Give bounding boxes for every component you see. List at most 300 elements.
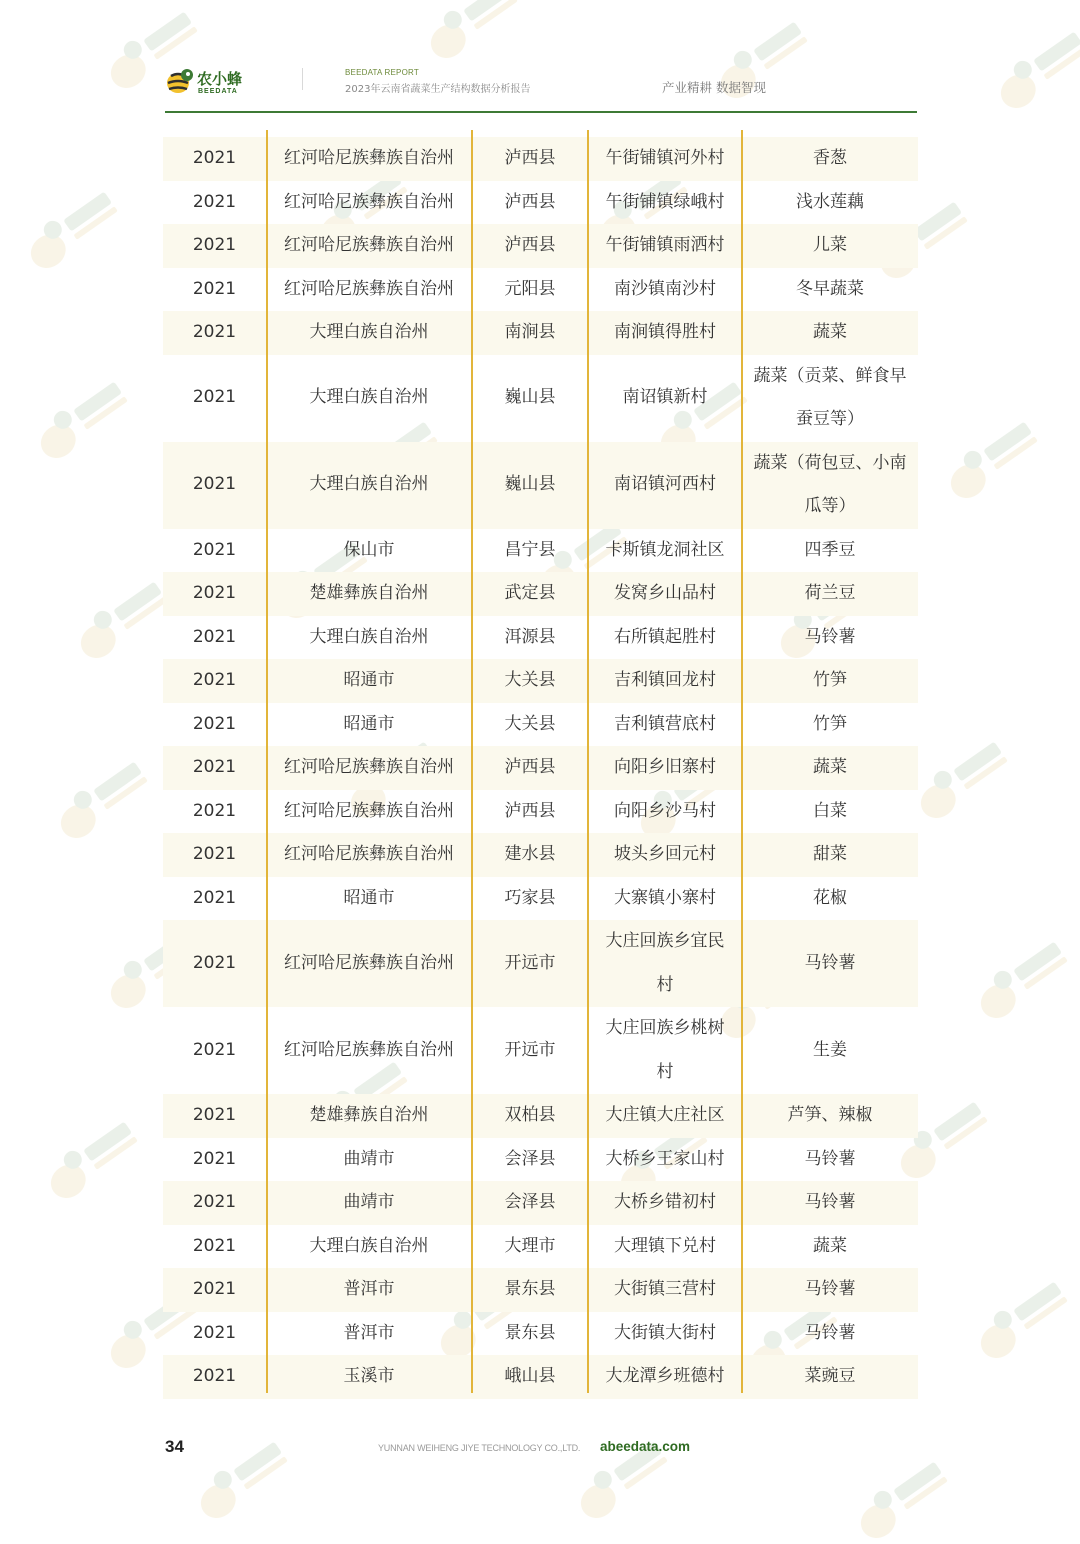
bee-watermark-icon	[30, 1120, 150, 1204]
village-cell	[588, 355, 742, 442]
table-row	[163, 224, 918, 268]
prefecture-cell	[266, 442, 472, 529]
county-cell	[472, 1268, 588, 1312]
product-cell-text: 马铃薯	[804, 952, 856, 973]
footer-url[interactable]: abeedata.com	[600, 1439, 691, 1454]
product-cell	[742, 137, 918, 181]
county-cell	[472, 1094, 588, 1138]
product-cell-text: 菜豌豆	[804, 1366, 856, 1386]
county-cell	[472, 1007, 588, 1094]
county-cell-text: 大理市	[504, 1235, 556, 1256]
product-cell-text: 芦笋、辣椒	[787, 1105, 873, 1125]
year-cell-text: 2021	[192, 1235, 237, 1256]
county-cell-text: 双柏县	[504, 1105, 556, 1125]
village-cell	[588, 137, 742, 181]
table-row	[163, 1268, 918, 1312]
product-cell-text: 马铃薯	[804, 1279, 856, 1299]
bee-watermark-icon	[180, 1440, 300, 1524]
village-cell	[588, 1312, 742, 1356]
county-cell	[472, 268, 588, 312]
village-cell-text: 南涧镇得胜村	[614, 322, 716, 342]
product-cell-text: 蔬菜	[813, 757, 847, 777]
year-cell	[163, 1355, 266, 1399]
product-cell	[742, 920, 918, 1007]
county-cell-text: 巍山县	[504, 387, 556, 408]
table-row	[163, 442, 918, 529]
county-cell	[472, 1355, 588, 1399]
product-cell	[742, 1268, 918, 1312]
county-cell-text: 武定县	[504, 583, 556, 603]
year-cell-text: 2021	[192, 1148, 237, 1169]
table-row	[163, 920, 918, 1007]
year-cell-text: 2021	[192, 1192, 237, 1212]
prefecture-cell-text: 红河哈尼族彝族自治州	[284, 148, 454, 168]
header-slogan: 产业精耕 数据智现	[662, 80, 766, 95]
table-row	[163, 616, 918, 660]
county-cell	[472, 224, 588, 268]
product-cell-text: 竹笋	[813, 670, 847, 690]
bee-watermark-icon	[980, 30, 1080, 114]
county-cell-text: 洱源县	[504, 626, 556, 647]
village-cell	[588, 1181, 742, 1225]
table-row	[163, 181, 918, 225]
prefecture-cell-text: 楚雄彝族自治州	[309, 583, 429, 603]
county-cell-text: 巧家县	[504, 887, 556, 908]
village-cell	[588, 1355, 742, 1399]
village-cell	[588, 181, 742, 225]
prefecture-cell-text: 普洱市	[343, 1322, 395, 1343]
table-row	[163, 833, 918, 877]
year-cell	[163, 311, 266, 355]
product-cell	[742, 268, 918, 312]
product-cell-text: 马铃薯	[804, 1322, 856, 1343]
year-cell-text: 2021	[192, 148, 237, 168]
product-cell	[742, 746, 918, 790]
bee-watermark-icon	[60, 580, 180, 664]
year-cell-text: 2021	[192, 1366, 237, 1386]
county-cell	[472, 181, 588, 225]
product-cell-text: 香葱	[813, 148, 847, 168]
village-cell-text: 大庄回族乡宜民村	[605, 931, 725, 995]
prefecture-cell	[266, 181, 472, 225]
village-cell-text: 南沙镇南沙村	[614, 278, 716, 299]
table-row	[163, 355, 918, 442]
column-divider	[471, 130, 473, 1393]
year-cell-text: 2021	[192, 539, 237, 560]
county-cell	[472, 1225, 588, 1269]
county-cell-text: 景东县	[504, 1279, 556, 1299]
prefecture-cell-text: 昭通市	[343, 713, 395, 734]
county-cell	[472, 355, 588, 442]
footer-company: YUNNAN WEIHENG JIYE TECHNOLOGY CO.,LTD.	[378, 1443, 581, 1453]
prefecture-cell	[266, 1007, 472, 1094]
bee-watermark-icon	[840, 1460, 960, 1544]
report-title-en: BEEDATA REPORT	[345, 68, 419, 77]
village-cell	[588, 616, 742, 660]
year-cell-text: 2021	[192, 235, 237, 255]
prefecture-cell	[266, 355, 472, 442]
bee-watermark-icon	[960, 940, 1080, 1024]
county-cell-text: 昌宁县	[504, 539, 556, 560]
product-cell	[742, 659, 918, 703]
table-row	[163, 1312, 918, 1356]
year-cell-text: 2021	[192, 626, 237, 647]
prefecture-cell-text: 昭通市	[343, 670, 395, 690]
product-cell-text: 荷兰豆	[804, 583, 856, 603]
year-cell	[163, 746, 266, 790]
prefecture-cell-text: 大理白族自治州	[309, 626, 429, 647]
village-cell-text: 大桥乡错初村	[614, 1192, 716, 1212]
village-cell-text: 大寨镇小寨村	[614, 887, 716, 908]
year-cell	[163, 1138, 266, 1182]
table-row	[163, 137, 918, 181]
year-cell-text: 2021	[192, 474, 237, 495]
product-cell-text: 浅水莲藕	[796, 191, 864, 212]
county-cell	[472, 529, 588, 573]
table-row	[163, 268, 918, 312]
bee-watermark-icon	[20, 380, 140, 464]
county-cell-text: 泸西县	[504, 191, 556, 212]
product-cell-text: 蔬菜	[813, 1235, 847, 1256]
prefecture-cell	[266, 616, 472, 660]
bee-watermark-icon	[930, 420, 1050, 504]
table-row	[163, 790, 918, 834]
prefecture-cell	[266, 137, 472, 181]
year-cell	[163, 1094, 266, 1138]
product-cell-text: 马铃薯	[804, 626, 856, 647]
year-cell-text: 2021	[192, 322, 237, 342]
village-cell	[588, 1007, 742, 1094]
product-cell	[742, 355, 918, 442]
year-cell-text: 2021	[192, 713, 237, 734]
county-cell	[472, 920, 588, 1007]
prefecture-cell	[266, 1355, 472, 1399]
village-cell	[588, 659, 742, 703]
county-cell-text: 会泽县	[504, 1148, 556, 1169]
county-cell-text: 大关县	[504, 713, 556, 734]
county-cell	[472, 616, 588, 660]
village-cell	[588, 920, 742, 1007]
prefecture-cell	[266, 268, 472, 312]
year-cell-text: 2021	[192, 583, 237, 603]
prefecture-cell	[266, 920, 472, 1007]
prefecture-cell	[266, 311, 472, 355]
year-cell	[163, 920, 266, 1007]
logo-text-cn: 农小蜂	[197, 70, 243, 88]
county-cell-text: 巍山县	[504, 474, 556, 495]
prefecture-cell	[266, 224, 472, 268]
product-cell-text: 马铃薯	[804, 1192, 856, 1212]
product-cell	[742, 877, 918, 921]
bee-watermark-icon	[410, 0, 530, 64]
product-cell-text: 四季豆	[804, 539, 856, 560]
data-table	[163, 137, 918, 1399]
year-cell-text: 2021	[192, 757, 237, 777]
prefecture-cell	[266, 572, 472, 616]
product-cell	[742, 181, 918, 225]
prefecture-cell-text: 红河哈尼族彝族自治州	[284, 952, 454, 973]
product-cell	[742, 1225, 918, 1269]
table-row	[163, 1355, 918, 1399]
county-cell	[472, 659, 588, 703]
product-cell-text: 儿菜	[813, 235, 847, 255]
year-cell-text: 2021	[192, 387, 237, 408]
product-cell-text: 竹笋	[813, 713, 847, 734]
product-cell	[742, 833, 918, 877]
village-cell-text: 大理镇下兑村	[614, 1235, 716, 1256]
year-cell	[163, 1007, 266, 1094]
prefecture-cell	[266, 703, 472, 747]
prefecture-cell	[266, 529, 472, 573]
bee-watermark-icon	[40, 760, 160, 844]
table-row	[163, 1138, 918, 1182]
year-cell	[163, 1181, 266, 1225]
logo-text-en: BEEDATA	[198, 88, 238, 95]
prefecture-cell-text: 红河哈尼族彝族自治州	[284, 278, 454, 299]
prefecture-cell	[266, 746, 472, 790]
year-cell-text: 2021	[192, 1105, 237, 1125]
year-cell	[163, 833, 266, 877]
product-cell-text: 蔬菜（荷包豆、小南瓜等）	[753, 452, 907, 516]
product-cell	[742, 224, 918, 268]
product-cell-text: 花椒	[813, 887, 847, 908]
table-row	[163, 311, 918, 355]
product-cell	[742, 1355, 918, 1399]
prefecture-cell-text: 保山市	[343, 539, 395, 560]
village-cell	[588, 1268, 742, 1312]
product-cell	[742, 572, 918, 616]
year-cell-text: 2021	[192, 1322, 237, 1343]
product-cell	[742, 1181, 918, 1225]
village-cell	[588, 1094, 742, 1138]
product-cell	[742, 529, 918, 573]
bee-watermark-icon	[900, 740, 1020, 824]
prefecture-cell-text: 红河哈尼族彝族自治州	[284, 235, 454, 255]
village-cell-text: 大街镇大街村	[614, 1322, 716, 1343]
prefecture-cell	[266, 1268, 472, 1312]
column-divider	[741, 130, 743, 1393]
year-cell-text: 2021	[192, 800, 237, 821]
year-cell-text: 2021	[192, 887, 237, 908]
village-cell-text: 卡斯镇龙洞社区	[605, 539, 725, 560]
county-cell	[472, 1138, 588, 1182]
county-cell	[472, 311, 588, 355]
county-cell	[472, 703, 588, 747]
prefecture-cell	[266, 877, 472, 921]
product-cell-text: 冬早蔬菜	[796, 278, 864, 299]
prefecture-cell-text: 红河哈尼族彝族自治州	[284, 1039, 454, 1060]
product-cell-text: 甜菜	[813, 844, 847, 864]
product-cell-text: 蔬菜（贡菜、鲜食早蚕豆等）	[753, 365, 907, 429]
village-cell	[588, 1225, 742, 1269]
product-cell	[742, 1312, 918, 1356]
page-number: 34	[165, 1437, 184, 1456]
prefecture-cell	[266, 1312, 472, 1356]
village-cell	[588, 529, 742, 573]
village-cell-text: 大街镇三营村	[614, 1279, 716, 1299]
year-cell-text: 2021	[192, 952, 237, 973]
county-cell-text: 南涧县	[504, 322, 556, 342]
village-cell	[588, 703, 742, 747]
product-cell	[742, 1094, 918, 1138]
county-cell	[472, 877, 588, 921]
table-row	[163, 1007, 918, 1094]
village-cell-text: 向阳乡旧寨村	[614, 757, 716, 777]
year-cell	[163, 181, 266, 225]
county-cell	[472, 833, 588, 877]
table-row	[163, 659, 918, 703]
prefecture-cell-text: 大理白族自治州	[309, 1235, 429, 1256]
county-cell	[472, 746, 588, 790]
header-rule	[165, 111, 917, 113]
product-cell	[742, 1007, 918, 1094]
brand-logo	[163, 64, 243, 100]
county-cell-text: 泸西县	[504, 800, 556, 821]
village-cell	[588, 311, 742, 355]
prefecture-cell-text: 曲靖市	[343, 1148, 395, 1169]
county-cell-text: 开远市	[504, 952, 556, 973]
year-cell	[163, 572, 266, 616]
village-cell-text: 午街铺镇雨洒村	[605, 235, 725, 255]
prefecture-cell	[266, 1094, 472, 1138]
prefecture-cell-text: 昭通市	[343, 887, 395, 908]
prefecture-cell	[266, 833, 472, 877]
prefecture-cell-text: 楚雄彝族自治州	[309, 1105, 429, 1125]
table-row	[163, 1094, 918, 1138]
county-cell	[472, 572, 588, 616]
year-cell-text: 2021	[192, 670, 237, 690]
table-row	[163, 703, 918, 747]
village-cell	[588, 572, 742, 616]
county-cell-text: 景东县	[504, 1322, 556, 1343]
prefecture-cell-text: 大理白族自治州	[309, 387, 429, 408]
county-cell-text: 泸西县	[504, 235, 556, 255]
prefecture-cell	[266, 1225, 472, 1269]
year-cell	[163, 790, 266, 834]
village-cell	[588, 833, 742, 877]
year-cell-text: 2021	[192, 191, 237, 212]
village-cell	[588, 1138, 742, 1182]
county-cell-text: 建水县	[504, 844, 556, 864]
prefecture-cell	[266, 1138, 472, 1182]
county-cell-text: 峨山县	[504, 1366, 556, 1386]
product-cell	[742, 442, 918, 529]
village-cell	[588, 268, 742, 312]
year-cell	[163, 224, 266, 268]
product-cell-text: 蔬菜	[813, 322, 847, 342]
village-cell	[588, 224, 742, 268]
prefecture-cell-text: 普洱市	[343, 1279, 395, 1299]
year-cell-text: 2021	[192, 278, 237, 299]
village-cell-text: 发窝乡山品村	[614, 583, 716, 603]
bee-logo-icon	[163, 64, 197, 98]
county-cell	[472, 790, 588, 834]
county-cell	[472, 1181, 588, 1225]
product-cell-text: 马铃薯	[804, 1148, 856, 1169]
year-cell	[163, 1268, 266, 1312]
county-cell-text: 元阳县	[504, 278, 556, 299]
column-divider	[266, 130, 268, 1393]
year-cell	[163, 137, 266, 181]
prefecture-cell-text: 玉溪市	[343, 1366, 395, 1386]
village-cell-text: 午街铺镇绿峨村	[605, 191, 725, 212]
prefecture-cell-text: 大理白族自治州	[309, 322, 429, 342]
county-cell-text: 大关县	[504, 670, 556, 690]
year-cell	[163, 1225, 266, 1269]
village-cell-text: 吉利镇回龙村	[614, 670, 716, 690]
county-cell-text: 会泽县	[504, 1192, 556, 1212]
village-cell-text: 大庄镇大庄社区	[605, 1105, 725, 1125]
table-row	[163, 746, 918, 790]
table-row	[163, 877, 918, 921]
table-row	[163, 572, 918, 616]
year-cell	[163, 1312, 266, 1356]
table-row	[163, 529, 918, 573]
report-title-cn: 2023年云南省蔬菜生产结构数据分析报告	[345, 84, 531, 95]
product-cell-text: 生姜	[813, 1039, 847, 1060]
year-cell	[163, 703, 266, 747]
prefecture-cell	[266, 1181, 472, 1225]
column-divider	[587, 130, 589, 1393]
product-cell	[742, 616, 918, 660]
year-cell-text: 2021	[192, 1279, 237, 1299]
village-cell-text: 吉利镇营底村	[614, 713, 716, 734]
prefecture-cell-text: 大理白族自治州	[309, 474, 429, 495]
village-cell	[588, 746, 742, 790]
county-cell	[472, 137, 588, 181]
bee-watermark-icon	[960, 1280, 1080, 1364]
product-cell-text: 白菜	[813, 800, 847, 821]
village-cell	[588, 877, 742, 921]
village-cell	[588, 790, 742, 834]
village-cell-text: 向阳乡沙马村	[614, 800, 716, 821]
year-cell	[163, 659, 266, 703]
year-cell	[163, 442, 266, 529]
county-cell-text: 泸西县	[504, 757, 556, 777]
year-cell	[163, 529, 266, 573]
prefecture-cell-text: 曲靖市	[343, 1192, 395, 1212]
header-divider	[302, 68, 303, 90]
county-cell-text: 开远市	[504, 1039, 556, 1060]
table-row	[163, 1225, 918, 1269]
village-cell-text: 右所镇起胜村	[614, 626, 716, 647]
village-cell	[588, 442, 742, 529]
year-cell	[163, 877, 266, 921]
village-cell-text: 南诏镇新村	[622, 387, 708, 408]
village-cell-text: 大庄回族乡桃树村	[605, 1018, 725, 1082]
village-cell-text: 坡头乡回元村	[614, 844, 716, 864]
county-cell-text: 泸西县	[504, 148, 556, 168]
table-row	[163, 1181, 918, 1225]
product-cell	[742, 311, 918, 355]
county-cell	[472, 1312, 588, 1356]
product-cell	[742, 703, 918, 747]
year-cell-text: 2021	[192, 844, 237, 864]
product-cell	[742, 790, 918, 834]
village-cell-text: 大桥乡王家山村	[605, 1148, 725, 1169]
bee-watermark-icon	[10, 190, 130, 274]
prefecture-cell-text: 红河哈尼族彝族自治州	[284, 800, 454, 821]
year-cell	[163, 268, 266, 312]
prefecture-cell-text: 红河哈尼族彝族自治州	[284, 191, 454, 212]
product-cell	[742, 1138, 918, 1182]
village-cell-text: 大龙潭乡班德村	[605, 1366, 725, 1386]
year-cell	[163, 355, 266, 442]
prefecture-cell	[266, 659, 472, 703]
prefecture-cell	[266, 790, 472, 834]
year-cell-text: 2021	[192, 1039, 237, 1060]
village-cell-text: 南诏镇河西村	[614, 474, 716, 495]
